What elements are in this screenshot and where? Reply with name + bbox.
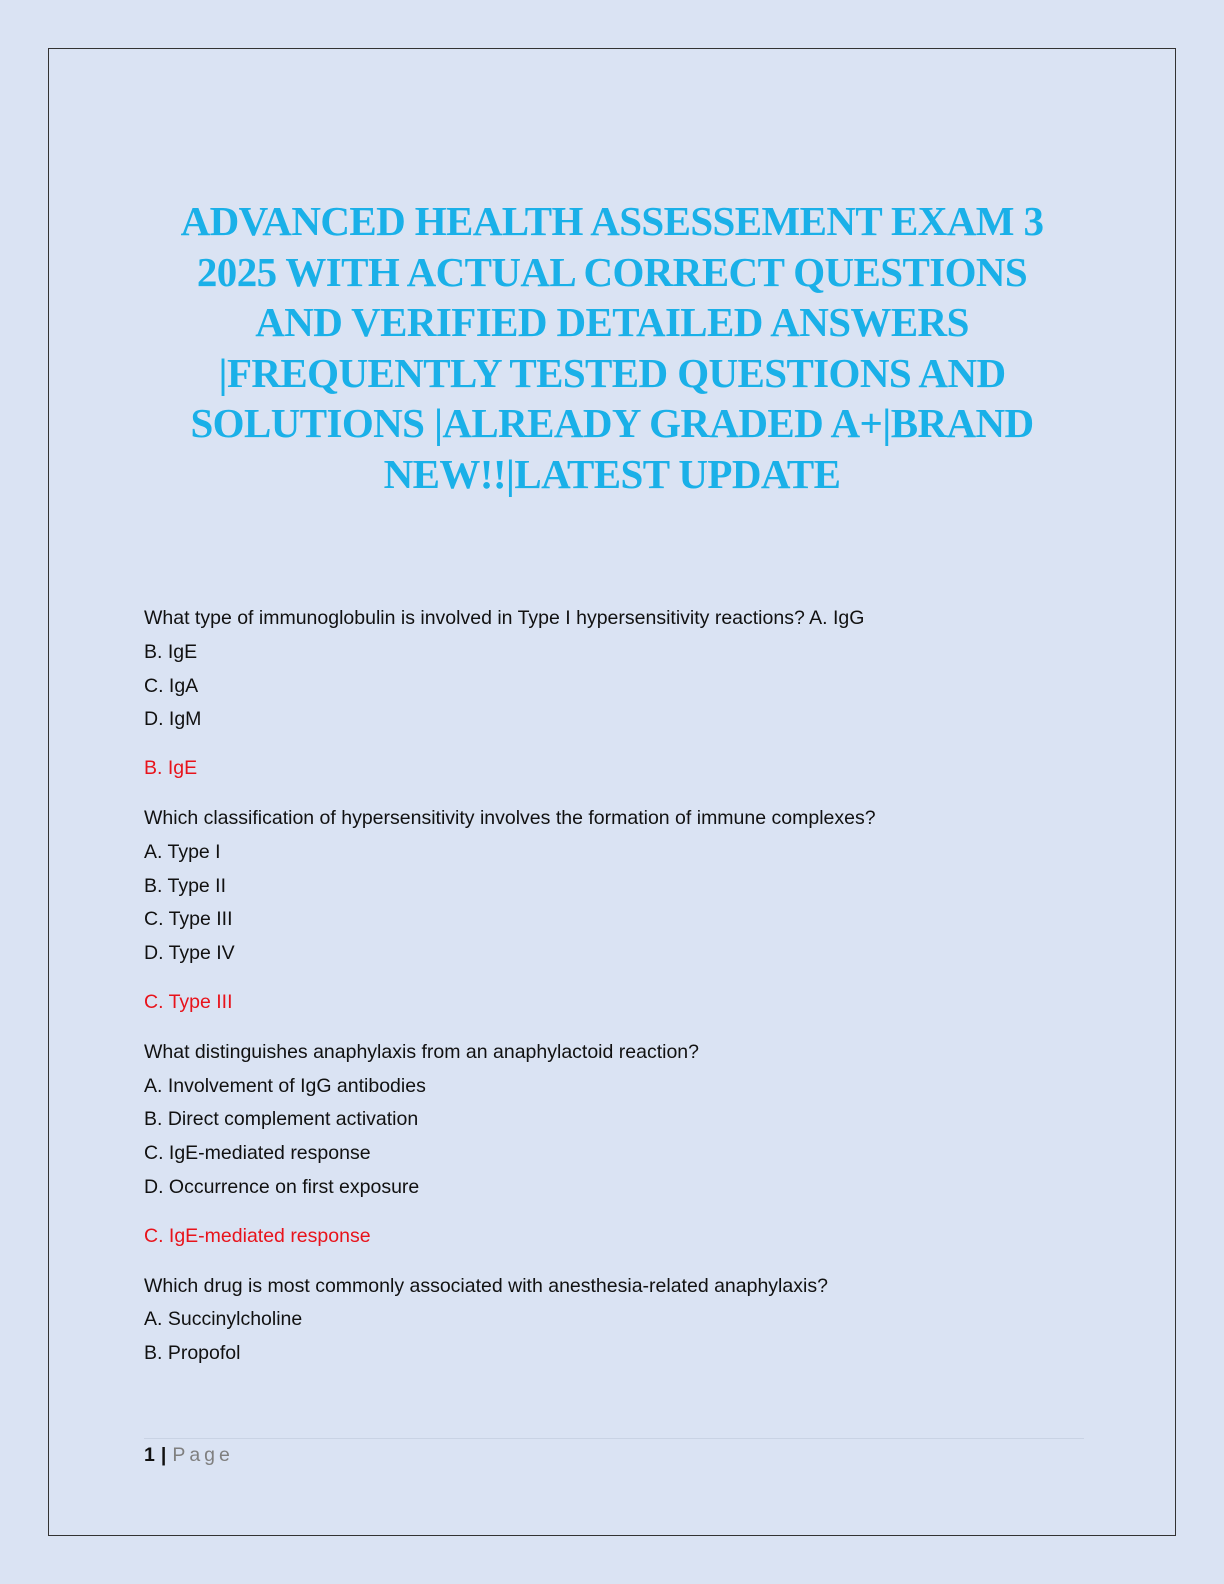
answer-option: D. Occurrence on first exposure [144,1175,420,1198]
question-block-4 [144,1270,1084,1371]
answer-option: A. Succinylcholine [144,1308,303,1331]
question-text: What type of immunoglobulin is involved in Type I hypersensitivity reactions? A. IgG [144,607,865,629]
title-line: |FREQUENTLY TESTED QUESTIONS AND [218,349,1006,396]
page-label: Page [172,1444,234,1466]
question-text: Which classification of hypersensitivity involves the formation of immune complexes? [144,806,876,829]
question-text: Which drug is most commonly associated with anesthesia-related anaphylaxis? [144,1274,828,1297]
title-line: ADVANCED HEALTH ASSESSEMENT EXAM 3 [180,198,1044,244]
page-footer [144,1440,234,1470]
title-line: SOLUTIONS |ALREADY GRADED A+|BRAND [190,400,1034,446]
correct-answer: C. Type III [144,990,233,1013]
answer-option: D. IgM [144,708,202,731]
footer-divider [144,1438,1084,1439]
page-number: 1 [144,1444,155,1466]
answer-option: A. Involvement of IgG antibodies [144,1074,426,1097]
correct-answer: B. IgE [144,757,198,780]
question-list [144,602,1084,1371]
answer-option: B. Propofol [144,1342,241,1365]
answer-option: C. IgE-mediated response [144,1142,371,1165]
answer-option: B. Direct complement activation [144,1108,419,1131]
answer-option: C. Type III [144,908,233,931]
question-block-3 [144,1036,1084,1254]
answer-option: B. IgE [144,640,198,663]
answer-option: C. IgA [144,674,199,697]
answer-option: A. Type I [144,840,221,863]
correct-answer: C. IgE-mediated response [144,1224,371,1247]
answer-option: B. Type II [144,874,227,897]
title-line: NEW!!|LATEST UPDATE [383,450,841,497]
question-block-2 [144,802,1084,1020]
question-text: What distinguishes anaphylaxis from an anaphylactoid reaction? [144,1040,699,1063]
answer-option: D. Type IV [144,942,235,965]
footer-separator: | [160,1444,167,1466]
document-title [130,196,1094,499]
title-line: 2025 WITH ACTUAL CORRECT QUESTIONS [196,248,1028,295]
question-block-1 [144,602,1084,786]
title-line: AND VERIFIED DETAILED ANSWERS [255,299,969,345]
